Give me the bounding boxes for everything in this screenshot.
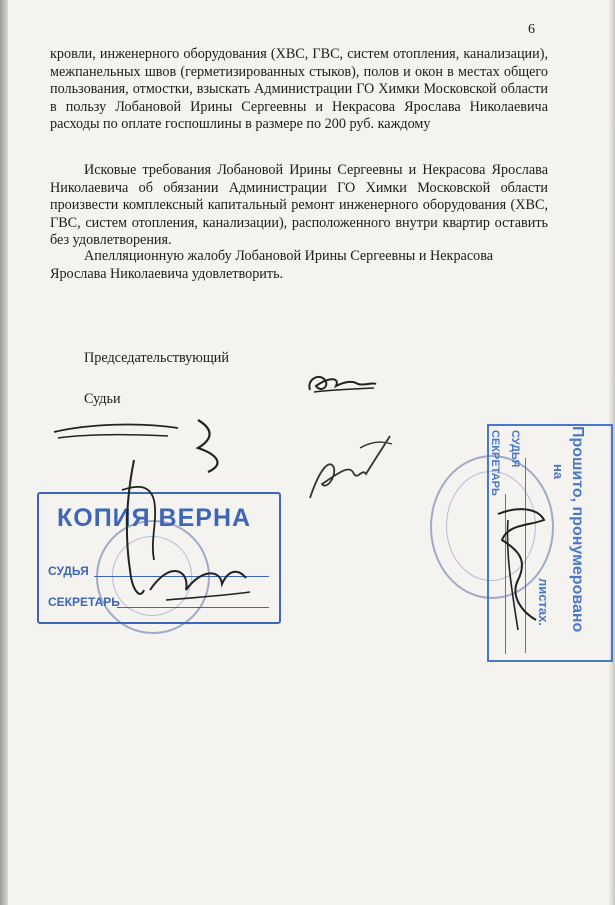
page-edge-left — [0, 0, 8, 905]
paragraph-appeal — [50, 248, 548, 283]
stamp-numbered-secretary-label: СЕКРЕТАРЬ — [489, 430, 501, 496]
paragraph-decision: кровли, инженерного оборудования (ХВС, ГВС, систем отопления, канализации), межпанельных швов (герметизированных стыков), полов и окон в местах общего пользования, отмостки, взыскать Администрации ГО Химки Московской области в пользу Лобановой Ирины Сергеевны и Некрасова Ярослава Николаевича расходы по оплате госпошлины в размере по 200 руб. каждому — [50, 46, 548, 133]
stamp-numbered-judge-label: СУДЬЯ — [509, 430, 521, 468]
page-number: 6 — [528, 22, 535, 37]
chair-signature — [300, 368, 380, 398]
chair-label: Председательствующий — [84, 350, 229, 366]
stamp-copy-title: КОПИЯ ВЕРНА — [57, 504, 252, 532]
stamp-copy-judge-label: СУДЬЯ — [48, 564, 89, 578]
stamp-copy-secretary-label: СЕКРЕТАРЬ — [48, 595, 120, 609]
judge-signature-2 — [300, 428, 410, 508]
secretary-signature — [488, 500, 558, 640]
stamp-numbered-sheets: листах. — [536, 578, 551, 626]
stamp-numbered-title: Прошито, пронумеровано — [569, 426, 586, 633]
paragraph-claims-rejected — [50, 162, 548, 250]
judge-signature-3 — [110, 450, 260, 610]
paragraph-claims-text: Исковые требования Лобановой Ирины Сергеевны и Некрасова Ярослава Николаевича об обязании Администрации ГО Химки Московской области произвести комплексный капитальный ремонт инженерного оборудования (ХВС, ГВС, систем отопления, канализации), расположенного внутри квартир оставить без удовлетворения. — [50, 162, 548, 249]
stamp-numbered-on: на — [551, 464, 566, 480]
judges-label: Судьи — [84, 391, 121, 407]
paragraph-appeal-text: Апелляционную жалобу Лобановой Ирины Сергеевны и Некрасова Ярослава Николаевича удовлетворить. — [50, 248, 494, 282]
